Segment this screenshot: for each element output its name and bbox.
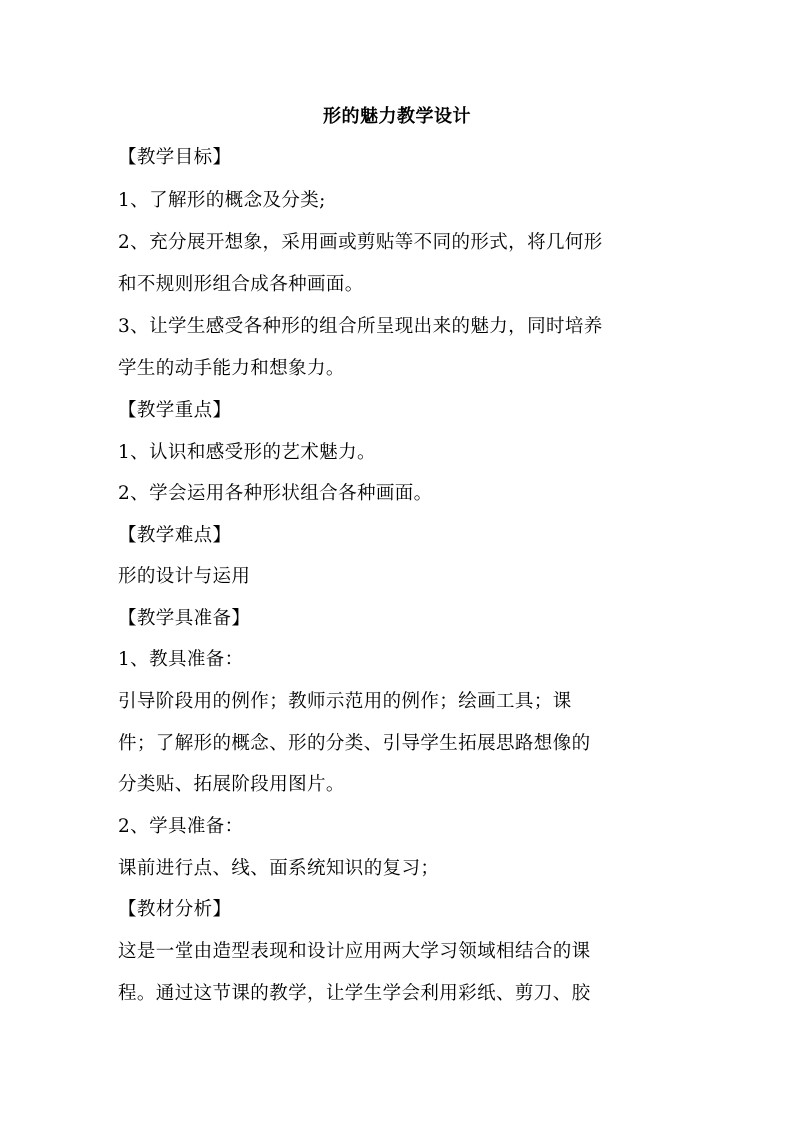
section-heading-teaching-goals: 【教学目标】 [118,147,232,168]
paragraph-line: 程。通过这节课的教学，让学生学会利用彩纸、剪刀、胶 [118,983,591,1004]
paragraph-line: 这是一堂由造型表现和设计应用两大学习领域相结合的课 [118,941,591,962]
paragraph-line: 1、教具准备： [118,649,244,670]
paragraph-line: 件；了解形的概念、形的分类、引导学生拓展思路想像的 [118,733,591,754]
paragraph-line: 引导阶段用的例作；教师示范用的例作；绘画工具；课 [118,691,572,712]
section-heading-key-points: 【教学重点】 [118,400,232,421]
document-title: 形的魅力教学设计 [323,106,471,127]
paragraph-line: 1、认识和感受形的艺术魅力。 [118,442,376,463]
paragraph-line: 2、充分展开想象，采用画或剪贴等不同的形式，将几何形 [118,232,603,253]
paragraph-line: 3、让学生感受各种形的组合所呈现出来的魅力，同时培养 [118,316,603,337]
paragraph-line: 课前进行点、线、面系统知识的复习； [118,858,440,879]
paragraph-line: 分类贴、拓展阶段用图片。 [118,774,345,795]
paragraph-line: 和不规则形组合成各种画面。 [118,274,364,295]
section-heading-materials: 【教学具准备】 [118,608,251,629]
paragraph-line: 1、了解形的概念及分类; [118,190,326,211]
paragraph-line: 2、学具准备： [118,816,244,837]
paragraph-line: 形的设计与运用 [118,566,251,587]
paragraph-line: 2、学会运用各种形状组合各种画面。 [118,483,433,504]
paragraph-line: 学生的动手能力和想象力。 [118,358,345,379]
section-heading-material-analysis: 【教材分析】 [118,899,232,920]
section-heading-difficult-points: 【教学难点】 [118,525,232,546]
